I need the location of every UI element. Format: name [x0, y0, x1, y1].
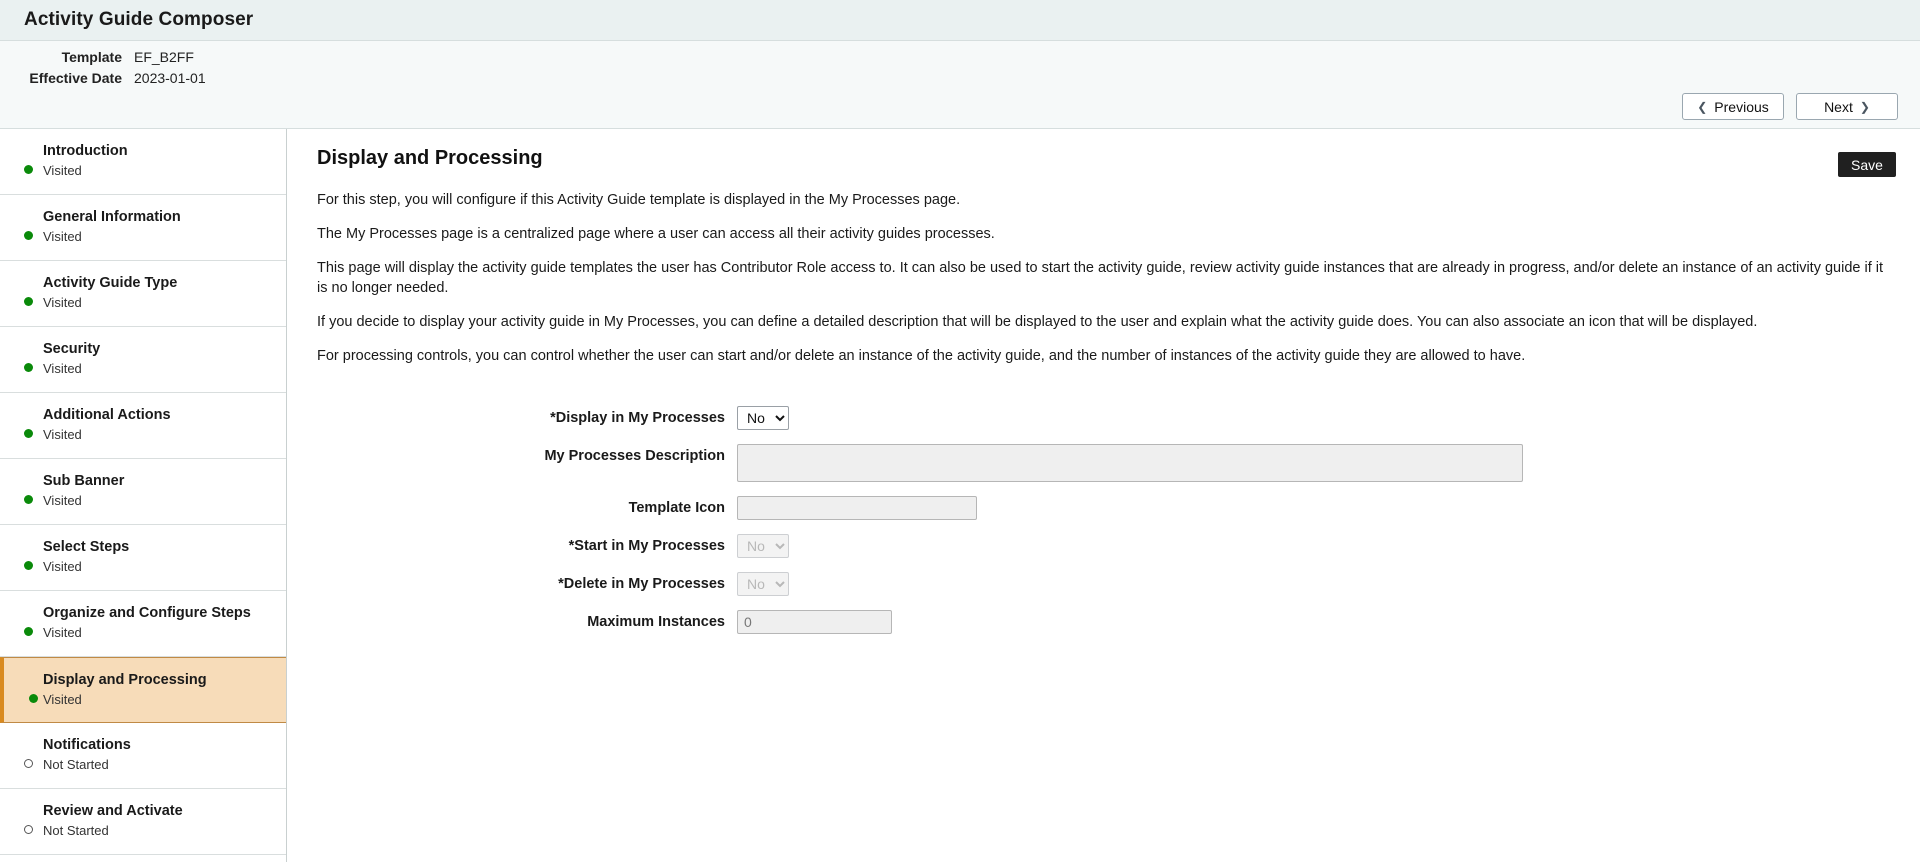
app-header — [0, 0, 1920, 41]
sidebar-item-display-and-processing[interactable] — [0, 657, 286, 723]
template-icon-label: Template Icon — [628, 500, 725, 516]
visited-status-icon — [24, 627, 33, 636]
page-body — [0, 129, 1920, 862]
display-in-my-processes-label: *Display in My Processes — [550, 410, 725, 426]
sidebar-item-status: Visited — [43, 559, 82, 574]
sidebar-item-status: Visited — [43, 361, 82, 376]
sidebar-item-label: Security — [43, 341, 101, 357]
not-started-status-icon — [24, 825, 33, 834]
chevron-left-icon: ❮ — [1697, 99, 1708, 114]
sidebar-item-label: General Information — [43, 209, 181, 225]
sidebar-item-sub-banner[interactable] — [0, 459, 286, 525]
maximum-instances-label: Maximum Instances — [587, 614, 725, 630]
sidebar-item-status: Visited — [43, 163, 82, 178]
visited-status-icon — [24, 429, 33, 438]
my-processes-description-label: My Processes Description — [544, 448, 725, 464]
sidebar-item-status: Not Started — [43, 823, 109, 838]
effective-date-value: 2023-01-01 — [134, 70, 206, 86]
not-started-status-icon — [24, 759, 33, 768]
maximum-instances-row — [317, 610, 1892, 634]
description-paragraph-5: For processing controls, you can control whether the user can start and/or delete an instance of the activity guide, and the number of instances of the activity guide they are allowed to have. — [317, 348, 1526, 364]
sidebar-item-activity-guide-type[interactable] — [0, 261, 286, 327]
display-processing-form — [317, 406, 1892, 634]
page-title: Activity Guide Composer — [24, 9, 254, 30]
visited-status-icon — [24, 231, 33, 240]
sidebar-item-general-information[interactable] — [0, 195, 286, 261]
sidebar-item-label: Select Steps — [43, 539, 130, 555]
main-content — [287, 129, 1920, 862]
previous-button[interactable] — [1682, 93, 1784, 120]
wizard-navigation — [1682, 93, 1898, 120]
delete-in-my-processes-label: *Delete in My Processes — [558, 576, 725, 592]
sidebar-item-label: Notifications — [43, 737, 131, 753]
sidebar-item-label: Introduction — [43, 143, 128, 159]
template-icon-row — [317, 496, 1892, 520]
section-title: Display and Processing — [317, 147, 543, 169]
sidebar-item-organize-and-configure-steps[interactable] — [0, 591, 286, 657]
previous-button-label: Previous — [1714, 98, 1769, 115]
sidebar-item-status: Visited — [43, 229, 82, 244]
sidebar-item-status: Visited — [43, 295, 82, 310]
effective-date-row — [24, 68, 1896, 89]
sidebar-item-status: Not Started — [43, 757, 109, 772]
display-in-my-processes-select[interactable] — [737, 406, 789, 430]
visited-status-icon — [24, 495, 33, 504]
visited-status-icon — [24, 561, 33, 570]
sidebar-item-label: Activity Guide Type — [43, 275, 178, 291]
my-processes-description-input[interactable] — [737, 444, 1523, 482]
template-info-bar — [0, 41, 1920, 129]
visited-status-icon — [24, 297, 33, 306]
visited-status-icon — [24, 363, 33, 372]
sidebar-item-label: Additional Actions — [43, 407, 171, 423]
save-button[interactable]: Save — [1838, 152, 1896, 177]
start-in-my-processes-select[interactable] — [737, 534, 789, 558]
next-button[interactable] — [1796, 93, 1898, 120]
sidebar-item-label: Display and Processing — [43, 672, 207, 688]
description-paragraph-3: This page will display the activity guide templates the user has Contributor Role access to. It can also be used to start the activity guide, review activity guide instances that are already in progress, and/or delete an instance of an activity guide if it is no longer needed. — [317, 260, 1884, 296]
visited-status-icon — [24, 165, 33, 174]
description-paragraph-2: The My Processes page is a centralized page where a user can access all their activity guides processes. — [317, 226, 995, 242]
visited-status-icon — [29, 694, 38, 703]
template-value: EF_B2FF — [134, 49, 194, 65]
chevron-right-icon: ❯ — [1859, 99, 1870, 114]
sidebar-item-select-steps[interactable] — [0, 525, 286, 591]
display-in-my-processes-row — [317, 406, 1892, 430]
sidebar-item-status: Visited — [43, 692, 82, 707]
delete-in-my-processes-select[interactable] — [737, 572, 789, 596]
my-processes-description-row — [317, 444, 1892, 482]
sidebar-item-additional-actions[interactable] — [0, 393, 286, 459]
sidebar-item-status: Visited — [43, 427, 82, 442]
start-in-my-processes-row — [317, 534, 1892, 558]
wizard-step-sidebar — [0, 129, 287, 862]
next-button-label: Next — [1824, 98, 1853, 115]
sidebar-item-security[interactable] — [0, 327, 286, 393]
template-icon-input[interactable] — [737, 496, 977, 520]
template-row — [24, 47, 1896, 68]
delete-in-my-processes-row — [317, 572, 1892, 596]
sidebar-item-introduction[interactable] — [0, 129, 286, 195]
description-paragraph-4: If you decide to display your activity guide in My Processes, you can define a detailed description that will be displayed to the user and explain what the activity guide does. You can also associate an icon that will be displayed. — [317, 314, 1758, 330]
sidebar-item-status: Visited — [43, 625, 82, 640]
sidebar-item-label: Sub Banner — [43, 473, 125, 489]
sidebar-item-label: Organize and Configure Steps — [43, 605, 251, 621]
effective-date-label: Effective Date — [29, 70, 122, 86]
description-paragraph-1: For this step, you will configure if this Activity Guide template is displayed in the My Processes page. — [317, 192, 961, 208]
sidebar-item-status: Visited — [43, 493, 82, 508]
sidebar-item-notifications[interactable] — [0, 723, 286, 789]
sidebar-item-label: Review and Activate — [43, 803, 183, 819]
template-label: Template — [61, 49, 122, 65]
start-in-my-processes-label: *Start in My Processes — [568, 538, 725, 554]
sidebar-item-review-and-activate[interactable] — [0, 789, 286, 855]
maximum-instances-input[interactable] — [737, 610, 892, 634]
